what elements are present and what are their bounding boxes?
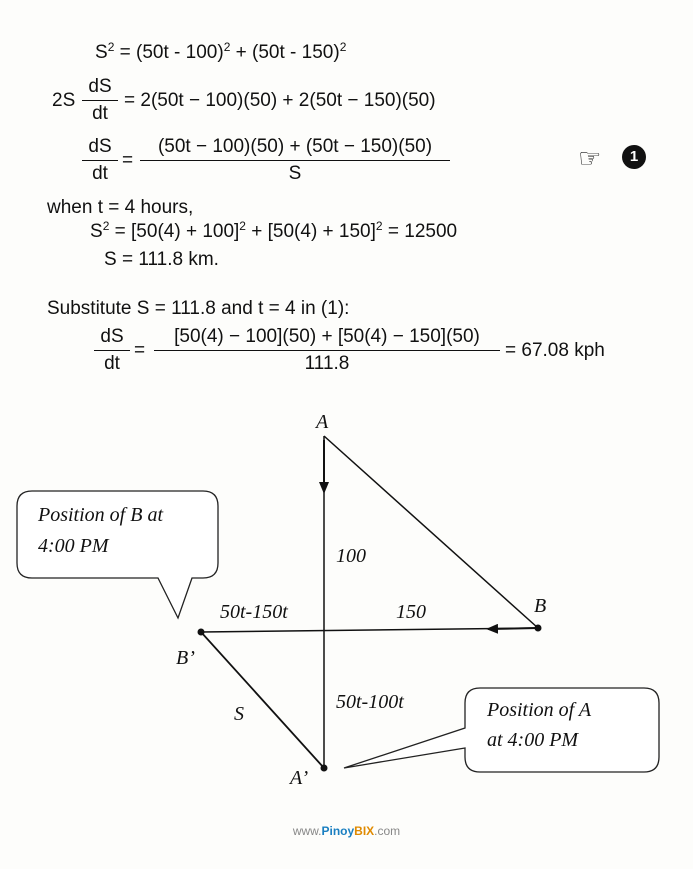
footer-bix: BIX (354, 824, 375, 838)
eq1-lhs: S (95, 42, 108, 63)
label-b-prime: B’ (176, 647, 195, 669)
point-b (535, 625, 542, 632)
equation-s-value: S = 111.8 km. (104, 249, 219, 270)
label-length-100: 100 (336, 545, 366, 567)
line-a-to-b (324, 436, 538, 628)
eq1-mid-exp: 2 (223, 40, 231, 54)
callout-a-line1: Position of A (487, 699, 592, 721)
footer-watermark (0, 824, 693, 838)
footer-pre: www. (292, 824, 322, 838)
line-s (201, 632, 324, 768)
label-a: A (316, 411, 329, 433)
eq4-part2-exp: 2 (375, 219, 383, 233)
label-a-prime: A’ (290, 767, 309, 789)
eq1-mid: = (50t - 100) (114, 42, 224, 63)
label-50t-150t: 50t-150t (220, 601, 288, 623)
callout-a-line2: at 4:00 PM (487, 729, 579, 751)
eq1-exp: 2 (107, 40, 115, 54)
footer-post: .com (374, 824, 401, 838)
label-50t-100t: 50t-100t (336, 691, 404, 713)
eq6-rhs-denominator: 111.8 (304, 353, 350, 374)
callout-b-line2: 4:00 PM (38, 535, 109, 557)
substitute-instruction: Substitute S = 111.8 and t = 4 in (1): (47, 298, 350, 319)
eq3-rhs-numerator: (50t − 100)(50) + (50t − 150)(50) (157, 136, 433, 157)
eq6-equals: = (134, 340, 146, 361)
eq3-numerator: dS (88, 136, 112, 157)
eq4-lhs: S (90, 221, 103, 242)
eq6-numerator: dS (100, 326, 124, 347)
eq2-rhs: = 2(50t − 100)(50) + 2(50t − 150)(50) (124, 90, 436, 111)
eq6-result: = 67.08 kph (505, 340, 605, 361)
eq4-part1: = [50(4) + 100] (109, 221, 240, 242)
eq2-prefix: 2S (52, 90, 76, 111)
equation-reference-badge: 1 (622, 145, 646, 169)
eq1-rhs-exp: 2 (339, 40, 347, 54)
label-length-150: 150 (396, 601, 426, 623)
point-b-prime (198, 629, 205, 636)
footer-pinoy: Pinoy (321, 824, 355, 838)
label-b: B (534, 595, 547, 617)
pointing-hand-icon: ☞ (578, 144, 602, 174)
label-s: S (234, 703, 244, 725)
eq4-exp: 2 (102, 219, 110, 233)
eq3-equals: = (122, 150, 134, 171)
eq6-denominator: dt (104, 353, 120, 374)
eq4-part2: + [50(4) + 150] (245, 221, 376, 242)
path-b-horizontal (201, 628, 538, 632)
eq4-part1-exp: 2 (239, 219, 246, 233)
callout-b-line1: Position of B at (38, 504, 163, 526)
eq2-numerator: dS (88, 76, 112, 97)
eq2-denominator: dt (92, 103, 108, 124)
eq3-denominator: dt (92, 163, 108, 184)
eq1-rhs: + (50t - 150) (230, 42, 340, 63)
when-condition: when t = 4 hours, (47, 197, 194, 218)
eq4-result: = 12500 (382, 221, 458, 242)
eq3-rhs-denominator: S (288, 163, 302, 184)
point-a-prime (321, 765, 328, 772)
arrow-b-left (488, 628, 538, 629)
eq6-rhs-numerator: [50(4) − 100](50) + [50(4) − 150](50) (174, 326, 480, 347)
